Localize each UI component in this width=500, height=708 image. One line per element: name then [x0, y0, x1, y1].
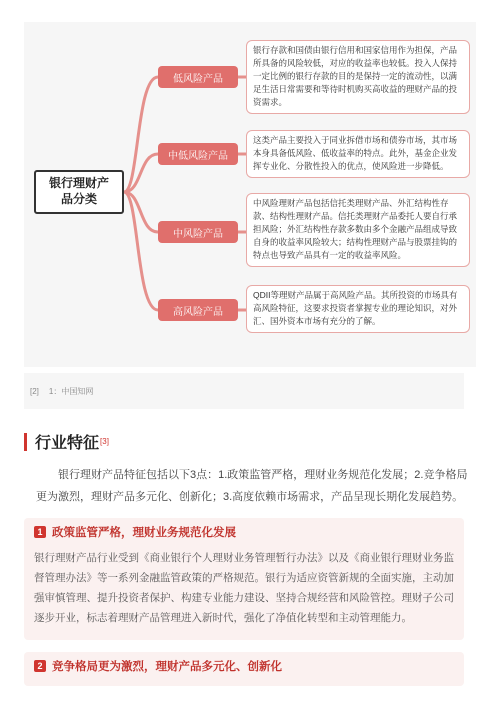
desc-low-risk: 银行存款和国债由银行信用和国家信用作为担保，产品所具备的风险较低，对应的收益率也较低。投入人保持一定比例的银行存款的目的是保持一定的流动性，以满足生活日常需要和等待时机购买高收益的理财产品的投资需求。	[246, 40, 470, 114]
branch-mid-risk: 中风险产品	[158, 221, 238, 243]
mindmap-root: 银行理财产品分类	[34, 170, 124, 214]
desc-mid-low-risk: 这类产品主要投入于同业拆借市场和债券市场，其市场本身具备低风险、低收益率的特点。此外，基金企业发挥专业化、分散性投入的优点，使风险进一步降低。	[246, 130, 470, 178]
branch-mid-low-risk: 中低风险产品	[158, 143, 238, 165]
desc-mid-risk: 中风险理财产品包括信托类理财产品、外汇结构性存款、结构性理财产品。信托类理财产品委托人要自行承担风险；外汇结构性存款多数由多个金融产品组成导致自身的收益率风险较大；结构性理财产品与股票挂钩的特点也导致产品具有一定的收益率风险。	[246, 193, 470, 267]
card-header	[24, 518, 464, 546]
branch-high-risk: 高风险产品	[158, 299, 238, 321]
card-number-badge: 1	[34, 526, 46, 538]
desc-high-risk: QDII等理财产品属于高风险产品。其所投资的市场具有高风险特征，这要求投资者掌握专业的理论知识，对外汇、国外资本市场有充分的了解。	[246, 285, 470, 333]
section-header	[24, 430, 109, 453]
citation-sup[interactable]: [3]	[100, 437, 109, 446]
card-title: 竞争格局更为激烈，理财产品多元化、创新化	[52, 661, 282, 673]
card-title: 政策监管严格，理财业务规范化发展	[52, 527, 236, 539]
reference-link[interactable]: 1：中国知网	[48, 386, 94, 396]
feature-card-2	[24, 652, 464, 686]
card-header	[24, 652, 464, 680]
section-title: 行业特征	[35, 435, 100, 452]
card-body: 银行理财产品行业受到《商业银行个人理财业务管理暂行办法》以及《商业银行理财业务监督管理办法》等一系列金融监管政策的严格规范。银行为适应资管新规的全面实施，主动加强审慎管理、提升投资者保护、构建专业能力建设、坚持合规经营和风险管控。理财子公司逐步开业，标志着理财产品管理进入新时代，强化了净值化转型和主动管理能力。	[34, 552, 454, 624]
intro-paragraph: 银行理财产品特征包括以下3点：1.政策监管严格，理财业务规范化发展；2.竞争格局更为激烈，理财产品多元化、创新化；3.高度依赖市场需求，产品呈现长期化发展趋势。	[36, 469, 468, 503]
branch-low-risk: 低风险产品	[158, 66, 238, 88]
card-number-badge: 2	[34, 660, 46, 672]
mindmap-panel	[24, 22, 476, 367]
reference-index: [2]	[30, 386, 39, 396]
feature-card-1	[24, 518, 464, 640]
reference-bar	[24, 373, 464, 409]
section-accent-bar	[24, 433, 27, 451]
